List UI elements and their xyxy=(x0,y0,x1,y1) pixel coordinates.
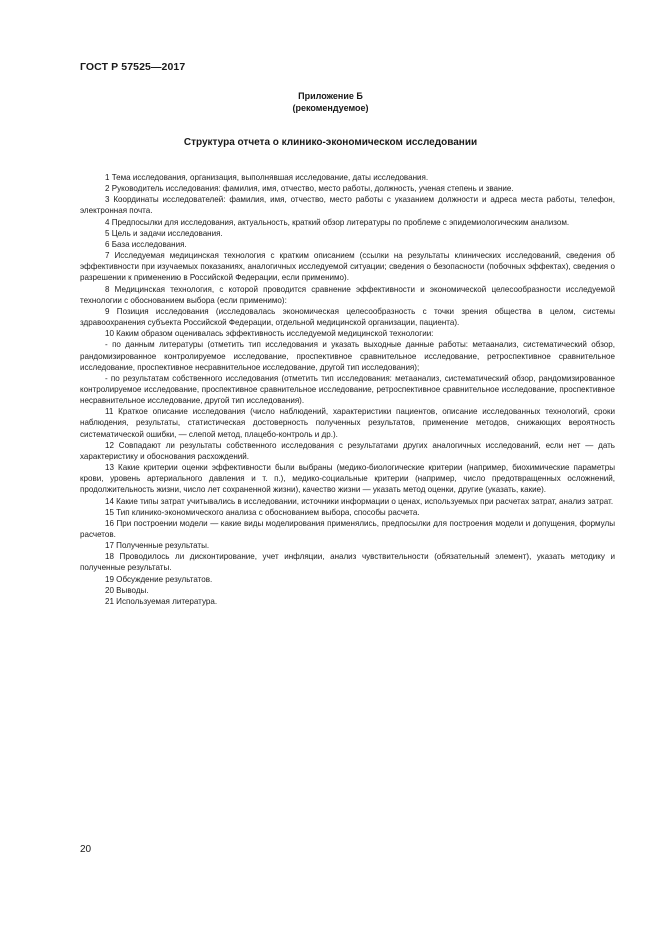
list-item: 14 Какие типы затрат учитывались в исследовании, источники информации о ценах, используемых при расчетах затрат, анализ затрат. xyxy=(105,496,614,506)
list-item: 11 Краткое описание исследования (число наблюдений, характеристики пациентов, описание исследованных технологий, сроки наблюдения, результаты, статистическая достоверность полученных результатов, применение методов, снижающих вероятность систематической ошибки, — слепой метод, плацебо-контроль и др.). xyxy=(80,407,615,439)
list-item: 16 При построении модели — какие виды моделирования применялись, предпосылки для построения модели и допущения, формулы расчетов. xyxy=(80,518,615,539)
list-item: 18 Проводилось ли дисконтирование, учет инфляции, анализ чувствительности (обязательный элемент), указать методику и полученные результаты. xyxy=(80,552,615,573)
list-item: - по результатам собственного исследования (отметить тип исследования: метаанализ, систематический обзор, рандомизированное контролируемое исследование, проспективное сравнительное исследование, ретроспективное сравнительное исследование, проспективное несравнительное исследование, другой тип исследования). xyxy=(80,373,615,406)
document-standard-header: ГОСТ Р 57525—2017 xyxy=(80,61,186,73)
list-item: 20 Выводы. xyxy=(105,585,149,595)
list-item: 15 Тип клинико-экономического анализа с обоснованием выбора, способы расчета. xyxy=(105,507,420,517)
list-item: 17 Полученные результаты. xyxy=(105,541,210,551)
list-item: 6 База исследования. xyxy=(105,239,187,249)
list-item: - по данным литературы (отметить тип исследования и указать выходные данные работы: метаанализ, систематический обзор, рандомизированное контролируемое исследование, проспективное сравнительное исследование, ретроспективное сравнительное исследование, проспективное несравнительное исследование, другой тип исследования); xyxy=(80,340,615,372)
section-title: Структура отчета о клинико-экономическом исследовании xyxy=(183,137,478,148)
annex-status: (рекомендуемое) xyxy=(292,103,369,113)
list-item: 1 Тема исследования, организация, выполнявшая исследование, даты исследования. xyxy=(105,173,429,182)
list-item: 8 Медицинская технология, с которой проводится сравнение эффективности и экономической целесообразности исследуемой технологии с обоснованием выбора (если применимо): xyxy=(80,284,615,305)
report-structure-list xyxy=(80,172,615,607)
list-item: 9 Позиция исследования (исследовалась экономическая целесообразность с точки зрения общества в целом, системы здравоохранения субъекта Российской Федерации, отдельной медицинской организации, пациента). xyxy=(80,306,615,328)
list-item: 2 Руководитель исследования: фамилия, имя, отчество, место работы, должность, ученая степень и звание. xyxy=(105,184,514,194)
list-item: 10 Каким образом оценивалась эффективность исследуемой медицинской технологии: xyxy=(105,329,434,339)
list-item: 21 Используемая литература. xyxy=(105,596,218,606)
list-item: 19 Обсуждение результатов. xyxy=(105,574,213,584)
list-item: 7 Исследуемая медицинская технология с кратким описанием (ссылки на результаты клинических исследований, сведения об эффективности при изучаемых показаниях, аналогичных исследуемой ситуации; сведения о безопасности (побочных эффектах), сведения о разрешении к применению в Российской Федерации, если применимо). xyxy=(80,251,615,283)
annex-title: Приложение Б xyxy=(298,91,363,101)
list-item: 13 Какие критерии оценки эффективности были выбраны (медико-биологические критерии (например, биохимические параметры крови, уровень артериального давления и т. п.), медико-социальные критерии (например, число предотвращенных осложнений, продолжительность жизни, число лет сохраненной жизни), качество жизни — указать метод оценки, другие (указать, какие). xyxy=(80,463,615,495)
list-item: 4 Предпосылки для исследования, актуальность, краткий обзор литературы по проблеме с эпидемиологическим анализом. xyxy=(105,217,570,227)
list-item: 12 Совпадают ли результаты собственного исследования с результатами других аналогичных исследований, если нет — дать характеристику и обоснования расхождений. xyxy=(80,440,615,461)
annex-heading xyxy=(0,90,661,114)
list-item: 3 Координаты исследователей: фамилия, имя, отчество, место работы с указанием должности и адреса места работы, телефон, электронная почта. xyxy=(80,195,615,216)
page-number: 20 xyxy=(80,844,92,855)
list-item: 5 Цель и задачи исследования. xyxy=(105,228,223,238)
